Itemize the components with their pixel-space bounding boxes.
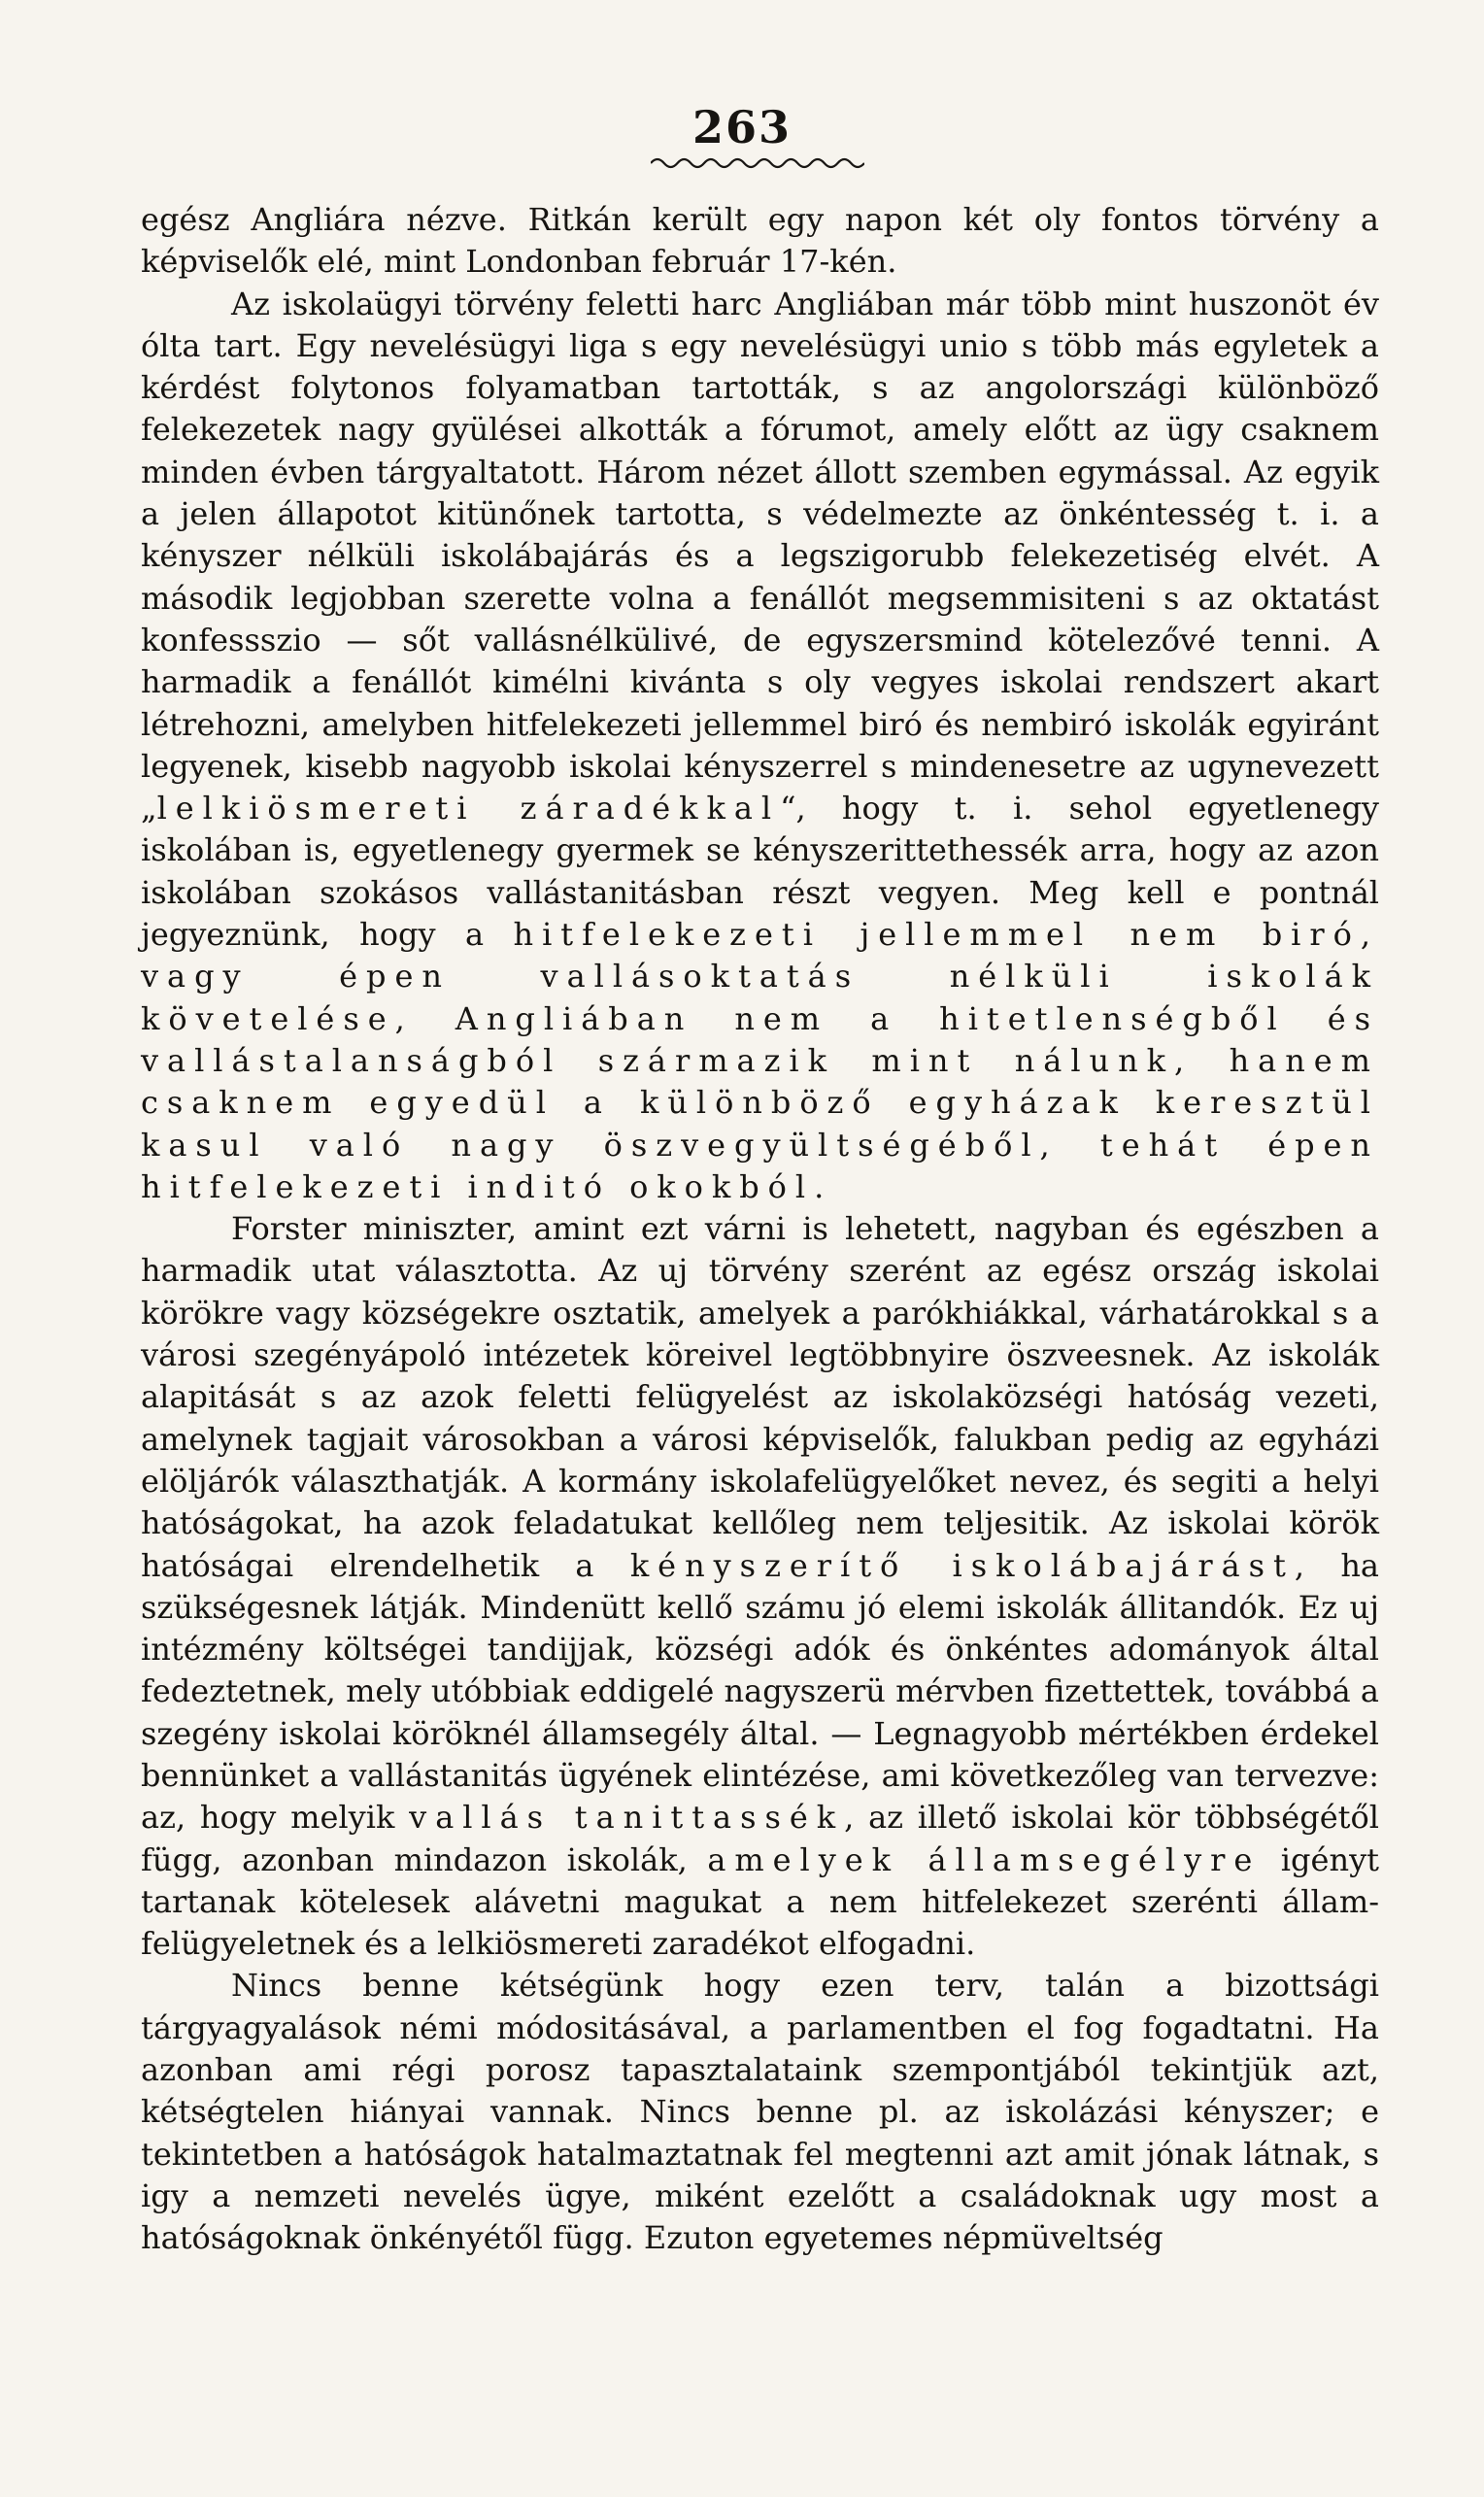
spaced-emphasis-text: lelkiösmereti záradékkal [156, 790, 781, 827]
text-run: igényt tartanak kötelesek alávetni magukat a nem hitfelekezet szerénti állam-felügyeletnek és a lelkiösmereti zaradékot elfogadni. [141, 1840, 1380, 1963]
paragraph [141, 1965, 1379, 2259]
spaced-emphasis-text: hitfelekezeti jellemmel nem biró, vagy épen vallásoktatás nélküli iskolák követelése, Angliában nem a hitetlenségből és vallástalanságból származik mint nálunk, hanem csaknem egyedül a különböző egyházak keresztül kasul való nagy öszvegyültségéből, tehát épen hitfelekezeti inditó okokból. [141, 916, 1379, 1205]
text-run: egész Angliára nézve. Ritkán került egy napon két oly fontos törvény a képviselők elé, mint Londonban február 17-kén. [141, 201, 1379, 281]
wavy-rule-ornament [651, 155, 864, 171]
text-run: “, hogy t. i. sehol egyetlenegy iskolában is, egyetlenegy gyermek se kényszerittethessék arra, hogy az azon iskolában szokásos vallástanitásban részt vegyen. Meg kell e pontnál jegyeznünk, hogy a [141, 790, 1380, 954]
text-run: , az illető iskolai kör többségétől függ, azonban mindazon iskolák, [141, 1799, 1380, 1878]
spaced-emphasis-text: vallás tanittassék [409, 1799, 845, 1837]
spaced-emphasis-text: kényszerítő iskolábajárást [629, 1546, 1295, 1584]
body-text [141, 199, 1379, 2260]
spaced-emphasis-text: amelyek államsegélyre [707, 1840, 1262, 1878]
paragraph [141, 284, 1379, 1209]
text-run: Forster miniszter, amint ezt várni is lehetett, nagyban és egészben a harmadik utat választotta. Az uj törvény szerént az egész ország iskolai körökre vagy községekre osztatik, amelyek a parókhiákkal, várhatárokkal s a városi szegényápoló intézetek köreivel legtöbbnyire öszveesnek. Az iskolák alapitását s az azok feletti felügyelést az iskolaközségi hatóság vezeti, amelynek tagjait városokban a városi képviselők, falukban pedig az egyházi elöljárók választhatják. A kormány iskolafelügyelőket nevez, és segiti a helyi hatóságokat, ha azok feladatukat kellőleg nem teljesitik. Az iskolai körök hatóságai elrendelhetik a [141, 1210, 1379, 1584]
text-run: , ha szükségesnek látják. Mindenütt kellő számu jó elemi iskolák állitandók. Ez uj intézmény költségei tandijjak, községi adók és önkéntes adományok által fedeztetnek, mely utóbbiak eddigelé nagyszerü mérvben fizettettek, továbbá a szegény iskolai köröknél államsegély által. — Legnagyobb mértékben érdekel bennünket a vallástanitás ügyének elintézése, ami következőleg van tervezve: az, hogy melyik [141, 1546, 1380, 1837]
paragraph [141, 199, 1379, 284]
page-number: 263 [691, 101, 793, 153]
text-run: Nincs benne kétségünk hogy ezen terv, talán a bizottsági tárgyagyalások némi módositásával, a parlamentben el fog fogadtatni. Ha azonban ami régi porosz tapasztalataink szempontjából tekintjük azt, kétségtelen hiányai vannak. Nincs benne pl. az iskolázási kényszer; e tekintetben a hatóságok hatalmaztatnak fel megtenni azt amit jónak látnak, s igy a nemzeti nevelés ügye, miként ezelőtt a családoknak ugy most a hatóságoknak önkényétől függ. Ezuton egyetemes népmüveltség [141, 1967, 1379, 2257]
paragraph [141, 1208, 1379, 1965]
text-run: Az iskolaügyi törvény feletti harc Angliában már több mint huszonöt év ólta tart. Egy nevelésügyi liga s egy nevelésügyi unio s több más egyletek a kérdést folytonos folyamatban tartották, s az angolországi különböző felekezetek nagy gyülései alkották a fórumot, amely előtt az ügy csaknem minden évben tárgyaltatott. Három nézet állott szemben egymással. Az egyik a jelen állapotot kitünőnek tartotta, s védelmezte az önkéntesség t. i. a kényszer nélküli iskolábajárás és a legszigorubb felekezetiség elvét. A második legjobban szerette volna a fenállót megsemmisiteni s az oktatást konfessszio — sőt vallásnélkülivé, de egyszersmind kötelezővé tenni. A harmadik a fenállót kimélni kivánta s oly vegyes iskolai rendszert akart létrehozni, amelyben hitfelekezeti jellemmel biró és nembiró iskolák egyiránt legyenek, kisebb nagyobb iskolai kényszerrel s mindenesetre az ugynevezett „ [141, 285, 1379, 827]
